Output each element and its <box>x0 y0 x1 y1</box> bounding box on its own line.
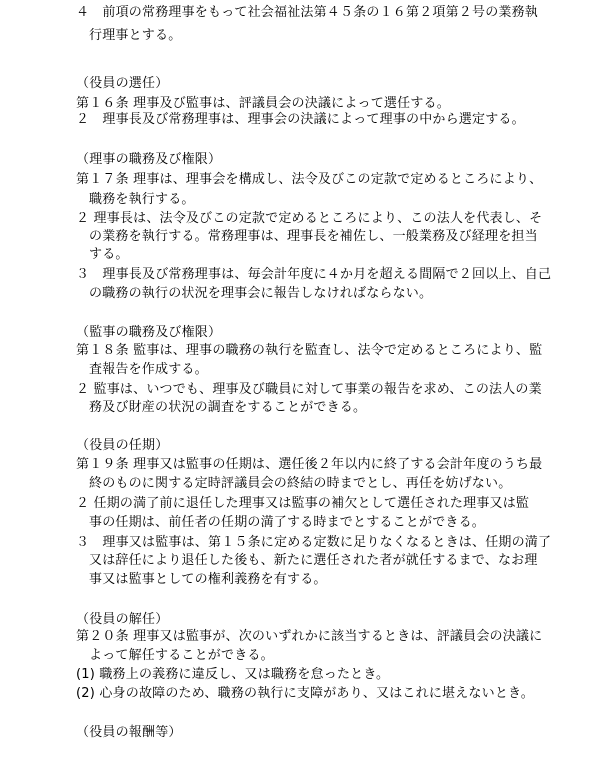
text-line: 第２０条 理事又は監事が、次のいずれかに該当するときは、評議員会の決議に <box>76 629 543 644</box>
text-line: (2) 心身の故障のため、職務の執行に支障があり、又はこれに堪えないとき。 <box>76 686 534 701</box>
text-line: 又は辞任により退任した後も、新たに選任された者が就任するまで、なお理 <box>89 553 538 568</box>
text-line: ３ 理事長及び常務理事は、毎会計年度に４か月を超える間隔で２回以上、自己 <box>76 267 552 282</box>
text-line: ２ 理事長及び常務理事は、理事会の決議によって理事の中から選定する。 <box>76 112 525 127</box>
text-line: 事又は監事としての権利義務を有する。 <box>89 572 327 587</box>
text-line: ４ 前項の常務理事をもって社会福祉法第４５条の１６第２項第２号の業務執 <box>76 5 539 20</box>
text-line: 第１６条 理事及び監事は、評議員会の決議によって選任する。 <box>76 96 450 111</box>
text-line: の業務を執行する。常務理事は、理事長を補佐し、一般業務及び経理を担当 <box>89 229 538 244</box>
text-line: 第１８条 監事は、理事の職務の執行を監査し、法令で定めるところにより、監 <box>76 343 543 358</box>
section-heading: （役員の選任） <box>76 76 169 91</box>
text-line: 務及び財産の状況の調査をすることができる。 <box>89 400 367 415</box>
text-line: ３ 理事又は監事は、第１５条に定める定数に足りなくなるときは、任期の満了 <box>76 535 552 550</box>
text-line: する。 <box>89 247 129 262</box>
text-line: ２ 任期の満了前に退任した理事又は監事の補欠として選任された理事又は監 <box>76 496 530 511</box>
text-line: 行理事とする。 <box>89 28 182 43</box>
text-line: 査報告を作成する。 <box>89 362 208 377</box>
text-line: よって解任することができる。 <box>89 648 274 663</box>
text-line: (1) 職務上の義務に違反し、又は職務を怠ったとき。 <box>76 667 390 682</box>
section-heading: （監事の職務及び権限） <box>76 325 222 340</box>
text-line: ２ 監事は、いつでも、理事及び職員に対して事業の報告を求め、この法人の業 <box>76 382 542 397</box>
text-line: 第１７条 理事は、理事会を構成し、法令及びこの定款で定めるところにより、 <box>76 172 543 187</box>
section-heading: （役員の任期） <box>76 438 169 453</box>
text-line: ２ 理事長は、法令及びこの定款で定めるところにより、この法人を代表し、そ <box>76 211 543 226</box>
section-heading: （理事の職務及び権限） <box>76 152 222 167</box>
section-heading: （役員の報酬等） <box>76 725 182 740</box>
text-line: の職務の執行の状況を理事会に報告しなければならない。 <box>89 286 433 301</box>
text-line: 終のものに関する定時評議員会の終結の時までとし、再任を妨げない。 <box>89 476 512 491</box>
text-line: 事の任期は、前任者の任期の満了する時までとすることができる。 <box>89 515 486 530</box>
section-heading: （役員の解任） <box>76 612 169 627</box>
text-line: 第１９条 理事又は監事の任期は、選任後２年以内に終了する会計年度のうち最 <box>76 457 543 472</box>
text-line: 職務を執行する。 <box>89 192 195 207</box>
